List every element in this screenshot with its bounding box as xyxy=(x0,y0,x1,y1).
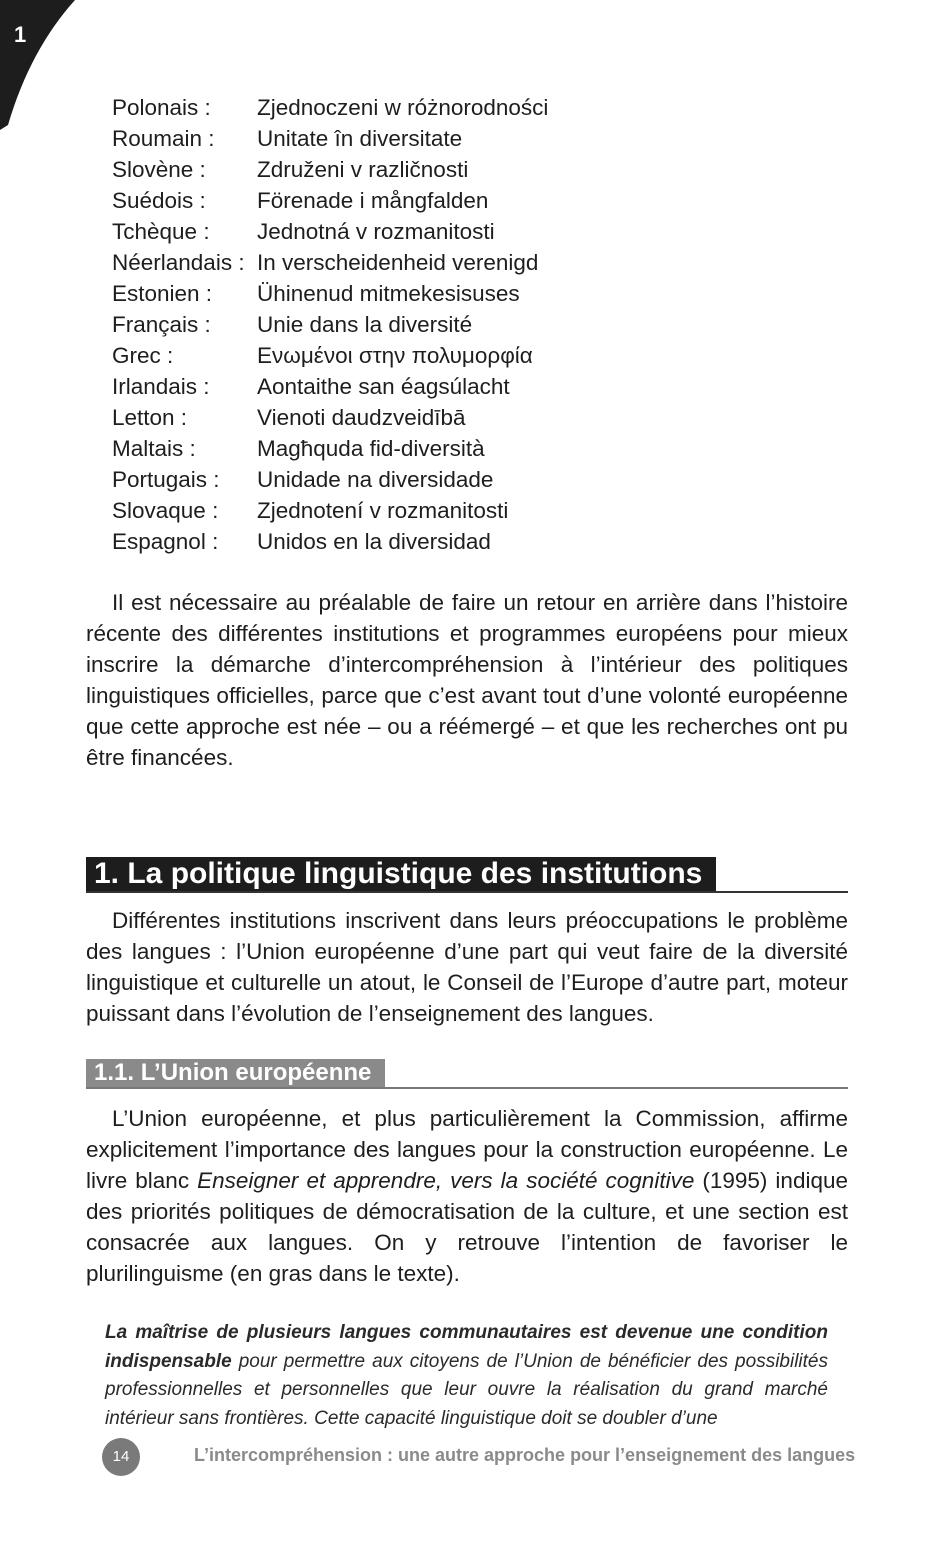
motto-language: Maltais : xyxy=(112,436,196,461)
section-heading: 1. La politique linguistique des institutions xyxy=(86,857,716,891)
motto-text: Aontaithe san éagsúlacht xyxy=(257,374,510,399)
motto-text: Unidade na diversidade xyxy=(257,467,494,492)
motto-text: In verscheidenheid verenigd xyxy=(257,250,539,275)
subsection-heading: 1.1. L’Union européenne xyxy=(86,1059,385,1087)
motto-text: Jednotná v rozmanitosti xyxy=(257,219,495,244)
motto-language: Français : xyxy=(112,312,211,337)
motto-language: Irlandais : xyxy=(112,374,210,399)
page-number-badge: 14 xyxy=(102,1438,140,1476)
motto-language: Letton : xyxy=(112,405,188,430)
quote-bold-text: La maîtrise de plusieurs langues communautaires est devenue une condition indispensable xyxy=(105,1322,828,1372)
motto-language: Slovaque : xyxy=(112,498,219,523)
motto-text: Ενωμένοι στην πολυμορφία xyxy=(257,343,533,368)
motto-text: Unitate în diversitate xyxy=(257,126,463,151)
motto-row xyxy=(112,402,712,433)
block-quote xyxy=(105,1319,828,1433)
motto-row xyxy=(112,433,712,464)
motto-row xyxy=(112,92,712,123)
motto-row xyxy=(112,247,712,278)
motto-text: Zjednotení v rozmanitosti xyxy=(257,498,509,523)
motto-text: Ühinenud mitmekesisuses xyxy=(257,281,520,306)
motto-text: Unie dans la diversité xyxy=(257,312,473,337)
motto-language: Grec : xyxy=(112,343,174,368)
motto-text: Zjednoczeni w różnorodności xyxy=(257,95,549,120)
motto-row xyxy=(112,185,712,216)
intro-paragraph: Il est nécessaire au préalable de faire un retour en arrière dans l’histoire récente des différentes institutions et programmes européens pour mieux inscrire la démarche d’intercompréhension à l’intérieur des politiques linguistiques officielles, parce que c’est avant tout d’une volonté européenne que cette approche est née – ou a réémergé – et que les recherches ont pu être financées. xyxy=(86,590,848,770)
section-paragraph: Différentes institutions inscrivent dans leurs préoccupations le problème des langues : l’Union européenne d’une part qui veut faire de la diversité linguistique et culturelle un atout, le Conseil de l’Europe d’autre part, moteur puissant dans l’évolution de l’enseignement des langues. xyxy=(86,908,848,1026)
motto-language: Slovène : xyxy=(112,157,206,182)
motto-row xyxy=(112,216,712,247)
motto-language: Polonais : xyxy=(112,95,211,120)
section-heading-bar xyxy=(86,857,848,893)
motto-language: Suédois : xyxy=(112,188,206,213)
chapter-corner-tab xyxy=(0,0,80,130)
chapter-number: 1 xyxy=(14,22,27,47)
motto-language: Portugais : xyxy=(112,467,220,492)
running-footer-title: L’intercompréhension : une autre approche pour l’enseignement des langues xyxy=(194,1445,856,1465)
motto-language: Tchèque : xyxy=(112,219,210,244)
motto-text: Magħquda fid-diversità xyxy=(257,436,485,461)
paragraph-text: L’Union européenne, et plus particulièrement la Commission, affirme explicitement l’importance des langues pour la construction européenne. Le livre blanc xyxy=(86,1106,848,1193)
motto-language: Roumain : xyxy=(112,126,215,151)
motto-row xyxy=(112,123,712,154)
motto-language: Néerlandais : xyxy=(112,250,245,275)
motto-row xyxy=(112,371,712,402)
motto-row xyxy=(112,278,712,309)
subsection-paragraph xyxy=(86,1103,848,1289)
motto-row xyxy=(112,154,712,185)
motto-text: Združeni v različnosti xyxy=(257,157,469,182)
book-title: Enseigner et apprendre, vers la société cognitive xyxy=(197,1168,695,1193)
quote-text: pour permettre aux citoyens de l’Union de bénéficier des possibilités professionnelles et personnelles que leur ouvre la réalisation du grand marché intérieur sans frontières. Cette capacité linguistique doit se doubler d’une xyxy=(105,1350,828,1429)
motto-row xyxy=(112,309,712,340)
motto-text: Unidos en la diversidad xyxy=(257,529,491,554)
motto-row xyxy=(112,526,712,557)
motto-list xyxy=(112,92,712,557)
motto-language: Estonien : xyxy=(112,281,213,306)
motto-language: Espagnol : xyxy=(112,529,219,554)
paragraph-text: (1995) indique des priorités politiques de démocratisation de la culture, et une section est consacrée aux langues. On y retrouve l’intention de favoriser le plurilinguisme (en gras dans le texte). xyxy=(86,1168,848,1286)
subsection-heading-bar xyxy=(86,1059,848,1089)
motto-row xyxy=(112,464,712,495)
motto-row xyxy=(112,495,712,526)
motto-text: Vienoti daudzveidībā xyxy=(257,405,466,430)
motto-text: Förenade i mångfalden xyxy=(257,188,489,213)
motto-row xyxy=(112,340,712,371)
